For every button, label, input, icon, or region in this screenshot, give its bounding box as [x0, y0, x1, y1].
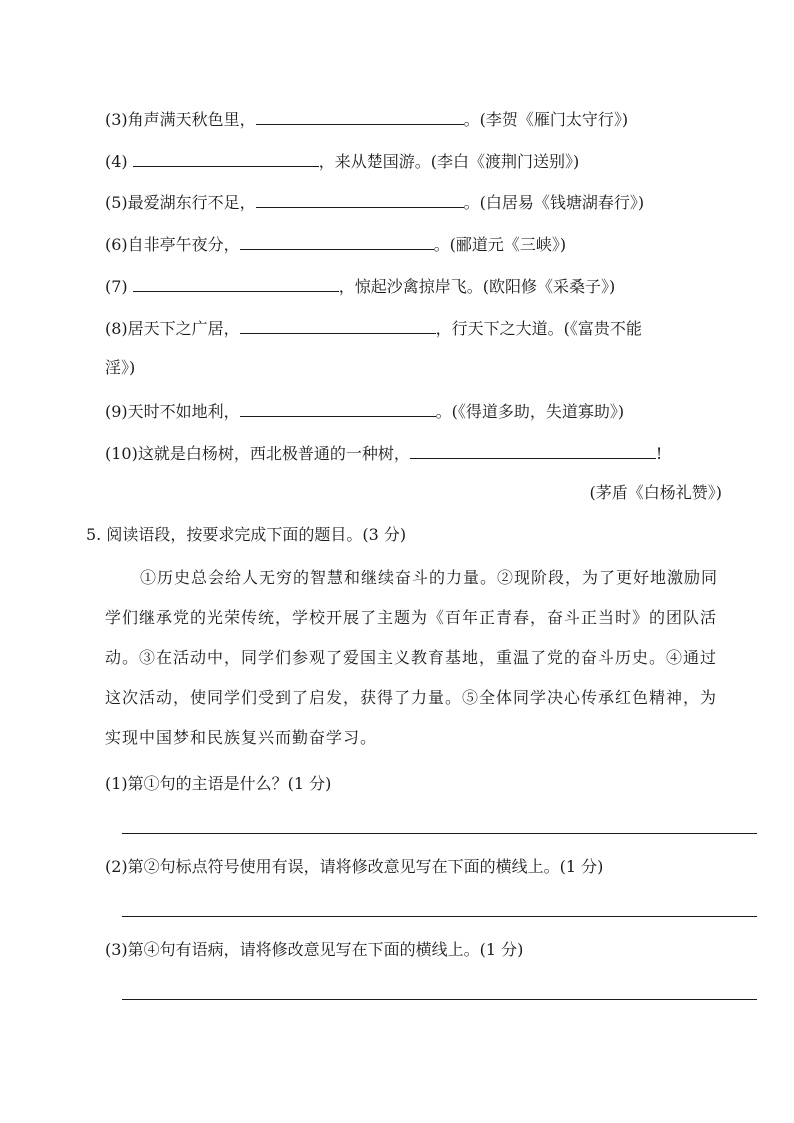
- item-8-continued: [105, 358, 135, 378]
- item-10-pre: (10)这就是白杨树，西北极普通的一种树，: [105, 444, 410, 463]
- item-8: [105, 317, 642, 339]
- sub-question-3: (3)第④句有语病，请将修改意见写在下面的横线上。(1 分): [105, 940, 524, 959]
- sub-question-2: (2)第②句标点符号使用有误，请将修改意见写在下面的横线上。(1 分): [105, 857, 604, 876]
- item-8-pre: (8)居天下之广居，: [105, 319, 240, 338]
- item-6-pre: (6)自非亭午夜分，: [105, 235, 240, 254]
- item-6: [105, 233, 566, 255]
- item-5-pre: (5)最爱湖东行不足，: [105, 193, 256, 212]
- item-3-blank[interactable]: [256, 108, 464, 125]
- item-5-blank[interactable]: [256, 191, 464, 208]
- item-3-pre: (3)角声满天秋色里，: [105, 110, 256, 129]
- item-4-post: ，来从楚国游。(李白《渡荆门送别》): [318, 152, 580, 171]
- item-9-blank[interactable]: [240, 400, 436, 417]
- item-3-post: 。(李贺《雁门太守行》): [463, 110, 629, 129]
- item-7: [105, 275, 615, 297]
- item-9-pre: (9)天时不如地利，: [105, 402, 240, 421]
- answer-line-3[interactable]: [122, 999, 757, 1000]
- item-6-blank[interactable]: [240, 233, 434, 250]
- sub-question-1: (1)第①句的主语是什么？(1 分): [105, 774, 332, 793]
- item-5-post: 。(白居易《钱塘湖春行》): [463, 193, 645, 212]
- item-4-blank[interactable]: [133, 150, 319, 167]
- item-10: [105, 442, 662, 464]
- question-5-title: 5. 阅读语段，按要求完成下面的题目。(3 分): [86, 525, 407, 544]
- item-8-blank[interactable]: [240, 317, 436, 334]
- question-5-passage: ①历史总会给人无穷的智慧和继续奋斗的力量。②现阶段，为了更好地激励同学们继承党的光荣传统，学校开展了主题为《百年正青春，奋斗正当时》的团队活动。③在活动中，同学们参观了爱国主义教育基地，重温了党的奋斗历史。④通过这次活动，使同学们受到了启发，获得了力量。⑤全体同学决心传承红色精神，为实现中国梦和民族复兴而勤奋学习。: [105, 568, 719, 747]
- item-3: [105, 108, 628, 130]
- item-8-post: ，行天下之大道。(《富贵不能: [435, 319, 642, 338]
- item-9: [105, 400, 624, 422]
- item-10-post: !: [655, 444, 663, 463]
- item-4: [105, 150, 579, 172]
- item-9-post: 。(《得道多助，失道寡助》): [435, 402, 625, 421]
- item-4-pre: (4): [105, 152, 133, 171]
- answer-line-2[interactable]: [122, 916, 757, 917]
- item-7-blank[interactable]: [133, 275, 339, 292]
- item-6-post: 。(郦道元《三峡》): [433, 235, 567, 254]
- item-7-post: ，惊起沙禽掠岸飞。(欧阳修《采桑子》): [338, 277, 616, 296]
- answer-line-1[interactable]: [122, 833, 757, 834]
- item-8-cont: 淫》): [105, 358, 136, 377]
- item-7-pre: (7): [105, 277, 133, 296]
- item-10-source: (茅盾《白杨礼赞》): [589, 483, 722, 502]
- item-10-blank[interactable]: [410, 442, 656, 459]
- item-5: [105, 191, 644, 213]
